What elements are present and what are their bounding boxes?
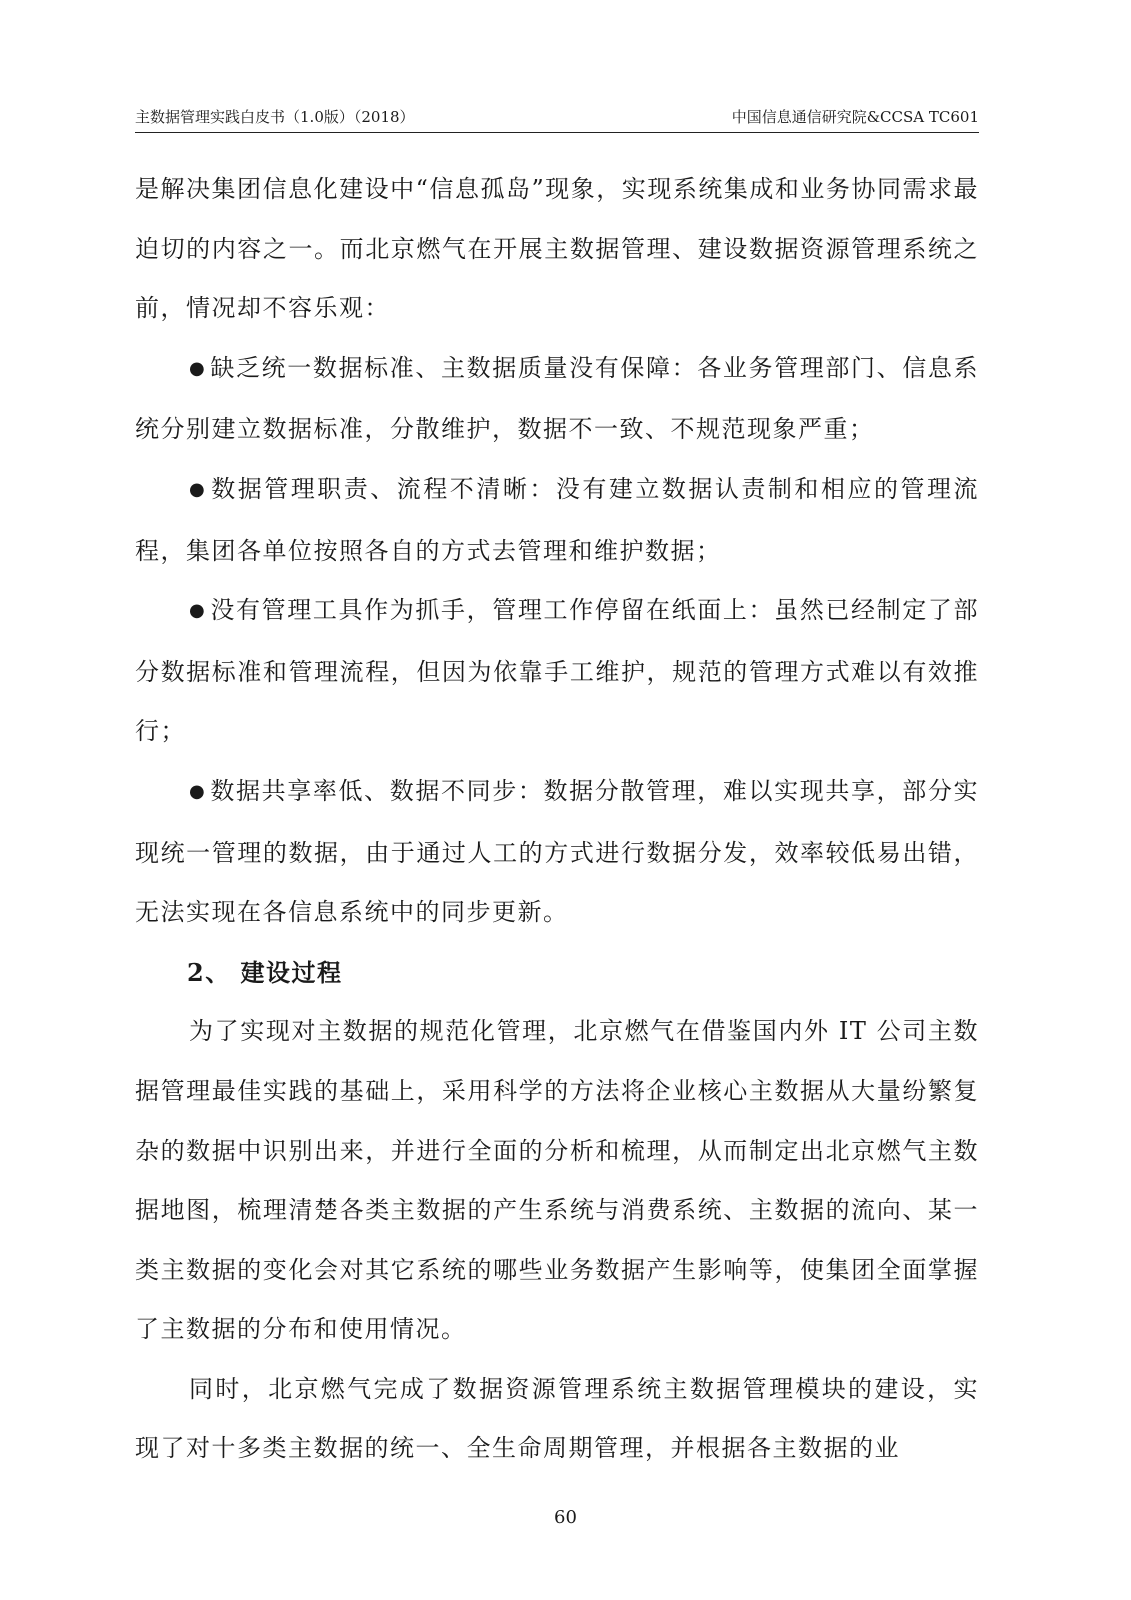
body-paragraph: 同时，北京燃气完成了数据资源管理系统主数据管理模块的建设，实现了对十多类主数据的统一、全生命周期管理，并根据各主数据的业 xyxy=(135,1374,979,1463)
section-heading: 2、 建设过程 xyxy=(187,957,343,987)
bullet-item xyxy=(135,339,979,460)
bullet-item xyxy=(135,460,979,581)
bullet-text: 数据管理职责、流程不清晰：没有建立数据认责制和相应的管理流程，集团各单位按照各自的方式去管理和维护数据； xyxy=(135,474,979,565)
bullet-text: 数据共享率低、数据不同步：数据分散管理，难以实现共享，部分实现统一管理的数据，由于通过人工的方式进行数据分发，效率较低易出错，无法实现在各信息系统中的同步更新。 xyxy=(135,776,979,927)
bullet-icon: ● xyxy=(189,357,207,379)
bullet-icon: ● xyxy=(189,780,207,802)
page-body xyxy=(135,160,979,1479)
bullet-text: 缺乏统一数据标准、主数据质量没有保障：各业务管理部门、信息系统分别建立数据标准，分散维护，数据不一致、不规范现象严重； xyxy=(135,353,979,444)
page-header xyxy=(135,106,979,133)
page-number: 60 xyxy=(554,1507,577,1528)
header-document-title: 主数据管理实践白皮书（1.0版）（2018） xyxy=(135,108,415,126)
bullet-icon: ● xyxy=(189,478,208,500)
bullet-text: 没有管理工具作为抓手，管理工作停留在纸面上：虽然已经制定了部分数据标准和管理流程，但因为依靠手工维护，规范的管理方式难以有效推行； xyxy=(135,596,979,746)
body-paragraph: 为了实现对主数据的规范化管理，北京燃气在借鉴国内外 IT 公司主数据管理最佳实践的基础上，采用科学的方法将企业核心主数据从大量纷繁复杂的数据中识别出来，并进行全面的分析和梳理，从而制定出北京燃气主数据地图，梳理清楚各类主数据的产生系统与消费系统、主数据的流向、某一类主数据的变化会对其它系统的哪些业务数据产生影响等，使集团全面掌握了主数据的分布和使用情况。 xyxy=(135,1017,979,1344)
intro-paragraph: 是解决集团信息化建设中“信息孤岛”现象，实现系统集成和业务协同需求最迫切的内容之一。而北京燃气在开展主数据管理、建设数据资源管理系统之前，情况却不容乐观： xyxy=(135,175,979,323)
bullet-item xyxy=(135,762,979,943)
header-organization: 中国信息通信研究院&CCSA TC601 xyxy=(731,108,979,126)
bullet-icon: ● xyxy=(189,600,207,622)
bullet-item xyxy=(135,581,979,762)
